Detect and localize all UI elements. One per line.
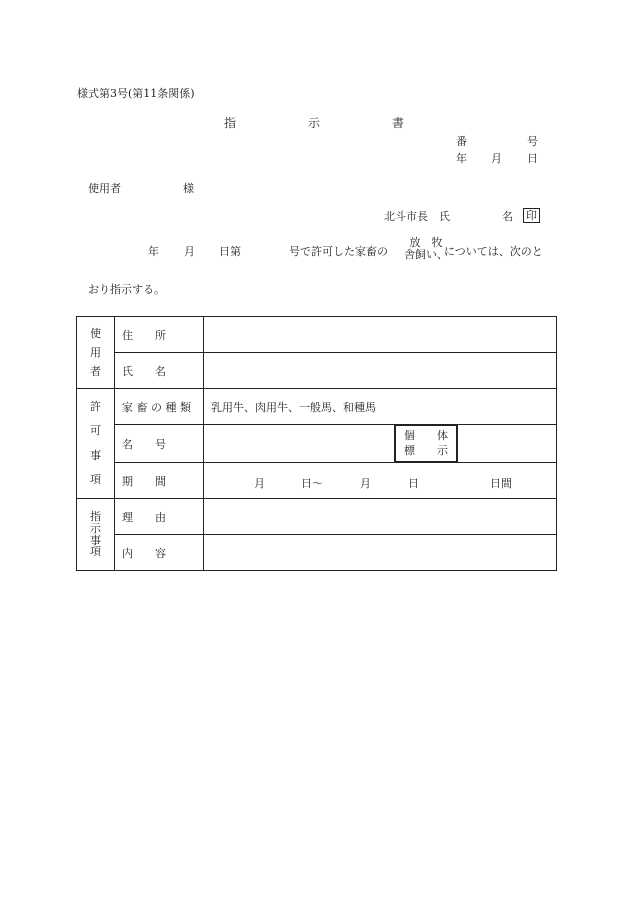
form-reference: 様式第3号(第11条関係): [77, 87, 195, 100]
reason-value[interactable]: [204, 499, 557, 535]
row-count: [77, 425, 557, 463]
name-value[interactable]: [204, 353, 557, 389]
period-day-1: 日～: [301, 477, 323, 490]
name-label: 氏 名: [115, 353, 204, 389]
addressee-label: 使用者: [88, 182, 121, 195]
number-go: 号: [527, 135, 538, 148]
doc-title-char-1: 指: [224, 116, 237, 130]
address-label: 住 所: [115, 317, 204, 353]
period-value[interactable]: [204, 463, 557, 499]
row-reason: [77, 499, 557, 535]
body-line2: おり指示する。: [88, 283, 165, 296]
content-value[interactable]: [204, 535, 557, 571]
instruction-section-label: [77, 499, 115, 571]
row-name: [77, 353, 557, 389]
row-content: [77, 535, 557, 571]
issuer-name-char: 名: [502, 210, 513, 223]
period-label: 期 間: [115, 463, 204, 499]
body-tail: については、次のと: [444, 245, 543, 258]
count-value[interactable]: [204, 425, 395, 463]
doc-title-char-2: 示: [308, 116, 321, 130]
reason-label: 理 由: [115, 499, 204, 535]
row-address: [77, 317, 557, 353]
period-days: 日間: [490, 477, 512, 490]
body-permit-text: 号で許可した家畜の: [289, 245, 388, 258]
livestock-type-label: 家 畜 の 種 類: [115, 389, 204, 425]
permit-section-text: 許可事項: [90, 400, 101, 486]
content-label: 内 容: [115, 535, 204, 571]
count-label: 名 号: [115, 425, 204, 463]
issuer-title: 北斗市長 氏: [384, 210, 450, 223]
period-month-2: 月: [360, 477, 371, 490]
period-day-2: 日: [408, 477, 419, 490]
row-period: [77, 463, 557, 499]
identification-label: 個 体 標 示: [395, 425, 457, 462]
body-year: 年: [148, 245, 159, 258]
body-day-dai: 日第: [219, 245, 241, 258]
identification-value[interactable]: [458, 425, 557, 463]
body-option-stack: [404, 237, 448, 260]
number-ban: 番: [456, 135, 467, 148]
row-livestock-type: [77, 389, 557, 425]
instruction-section-text: 指示事項: [90, 510, 101, 559]
option-pasture: 放 牧: [409, 236, 443, 249]
doc-title-char-3: 書: [392, 116, 405, 130]
livestock-type-value[interactable]: 乳用牛、肉用牛、一般馬、和種馬: [204, 389, 557, 425]
period-month-1: 月: [254, 477, 265, 490]
date-day: 日: [527, 152, 538, 165]
date-year: 年: [456, 152, 467, 165]
address-value[interactable]: [204, 317, 557, 353]
instruction-table: [76, 316, 557, 571]
user-section-text: 使用者: [90, 326, 101, 379]
body-month: 月: [184, 245, 195, 258]
permit-section-label: [77, 389, 115, 499]
user-section-label: [77, 317, 115, 389]
seal-mark: 印: [523, 208, 540, 223]
addressee-honorific: 様: [183, 182, 194, 195]
date-month: 月: [491, 152, 502, 165]
option-barn: 舎飼い、: [404, 248, 448, 261]
